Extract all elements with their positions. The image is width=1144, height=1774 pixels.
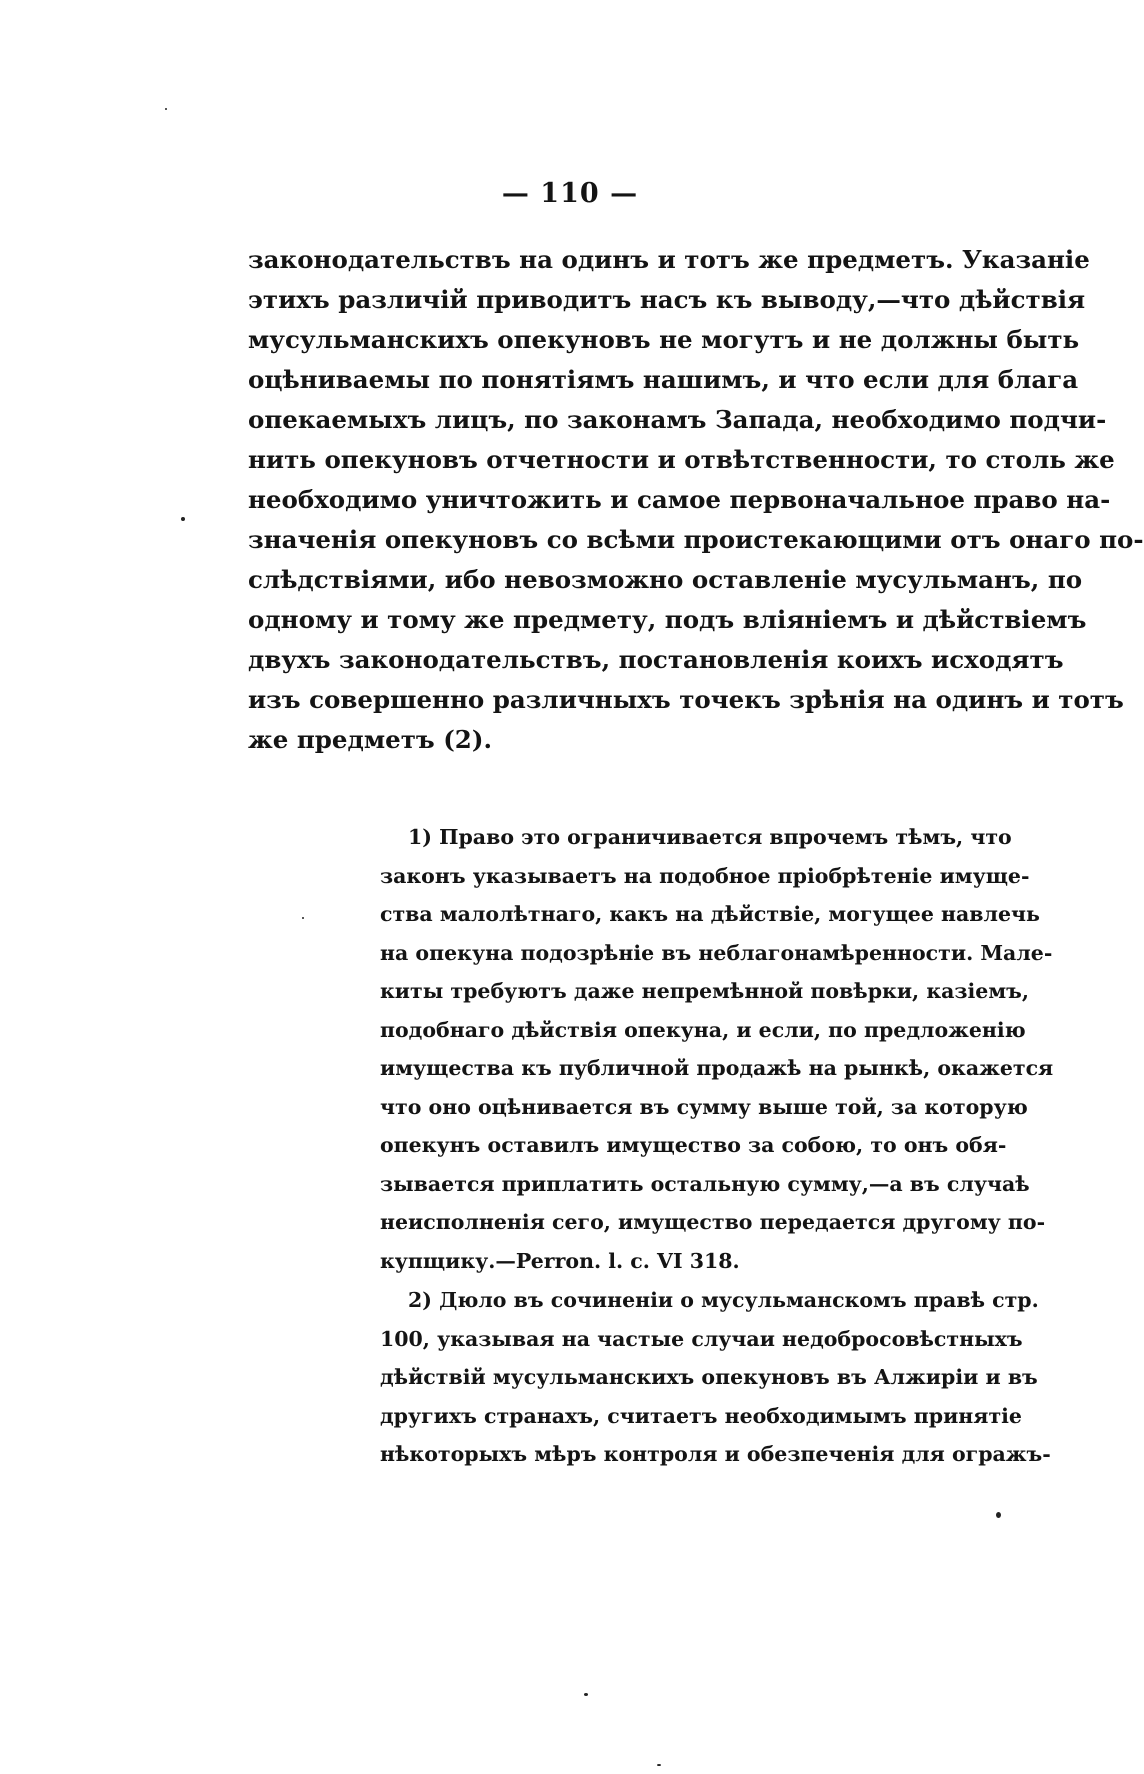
main-text (248, 240, 1144, 760)
footnote-line: зывается приплатить остальную сумму,—а въ случаѣ (380, 1171, 1030, 1196)
scan-speck (996, 1512, 1001, 1518)
text-line: одному и тому же предмету, подъ вліяніемъ и дѣйствіемъ (248, 605, 1087, 634)
footnote-line: 1) Право это ограничивается впрочемъ тѣмъ, что (408, 825, 1012, 849)
footnote-line: законъ указываетъ на подобное пріобрѣтеніе имуще- (380, 863, 1030, 888)
page-number: — 110 — (501, 178, 639, 209)
footnote-1 (380, 818, 1054, 1280)
footnote-line: подобнаго дѣйствія опекуна, и если, по предложенію (380, 1017, 1026, 1042)
footnotes (380, 818, 1054, 1474)
footnote-line: что оно оцѣнивается въ сумму выше той, за которую (380, 1094, 1028, 1119)
text-line: двухъ законодательствъ, постановленія коихъ исходятъ (248, 645, 1064, 674)
scan-speck (302, 917, 304, 919)
text-line: изъ совершенно различныхъ точекъ зрѣнія на одинъ и тотъ (248, 685, 1124, 714)
footnote-line: ства малолѣтнаго, какъ на дѣйствіе, могущее навлечь (380, 902, 1040, 926)
footnote-line: неисполненія сего, имущество передается другому по- (380, 1210, 1046, 1234)
text-line: этихъ различій приводитъ насъ къ выводу,—что дѣйствія (248, 285, 1086, 314)
text-line: нить опекуновъ отчетности и отвѣтственности, то столь же (248, 445, 1115, 474)
text-line: оцѣниваемы по понятіямъ нашимъ, и что если для блага (248, 365, 1079, 394)
text-line: необходимо уничтожить и самое первоначальное право на- (248, 485, 1111, 514)
text-line: же предметъ (2). (248, 725, 492, 754)
footnote-line: купщику.—Perron. l. c. VI 318. (380, 1248, 740, 1273)
scan-speck (584, 1693, 588, 1696)
footnote-line: дѣйствій мусульманскихъ опекуновъ въ Алжиріи и въ (380, 1365, 1038, 1389)
text-line: мусульманскихъ опекуновъ не могутъ и не должны быть (248, 325, 1080, 354)
text-line: опекаемыхъ лицъ, по законамъ Запада, необходимо подчи- (248, 405, 1107, 434)
text-line: законодательствъ на одинъ и тотъ же предметъ. Указаніе (248, 245, 1090, 274)
footnote-line: имущества къ публичной продажѣ на рынкѣ, окажется (380, 1056, 1054, 1080)
text-line: слѣдствіями, ибо невозможно оставленіе мусульманъ, по (248, 565, 1083, 594)
scan-speck (657, 1764, 661, 1766)
footnote-line: другихъ странахъ, считаетъ необходимымъ принятіе (380, 1403, 1022, 1428)
footnote-line: 2) Дюло въ сочиненіи о мусульманскомъ правѣ стр. (408, 1288, 1039, 1312)
footnote-line: киты требуютъ даже непремѣнной повѣрки, казіемъ, (380, 979, 1029, 1003)
footnote-2 (380, 1281, 1051, 1474)
footnote-line: нѣкоторыхъ мѣръ контроля и обезпеченія для огражъ- (380, 1442, 1051, 1466)
scan-speck (165, 108, 167, 110)
text-line: значенія опекуновъ со всѣми проистекающими отъ онаго по- (248, 525, 1144, 554)
footnote-line: 100, указывая на частые случаи недобросовѣстныхъ (380, 1326, 1023, 1351)
footnote-line: на опекуна подозрѣніе въ неблагонамѣренности. Мале- (380, 940, 1053, 965)
footnote-line: опекунъ оставилъ имущество за собою, то онъ обя- (380, 1133, 1007, 1157)
scan-speck (181, 517, 185, 521)
